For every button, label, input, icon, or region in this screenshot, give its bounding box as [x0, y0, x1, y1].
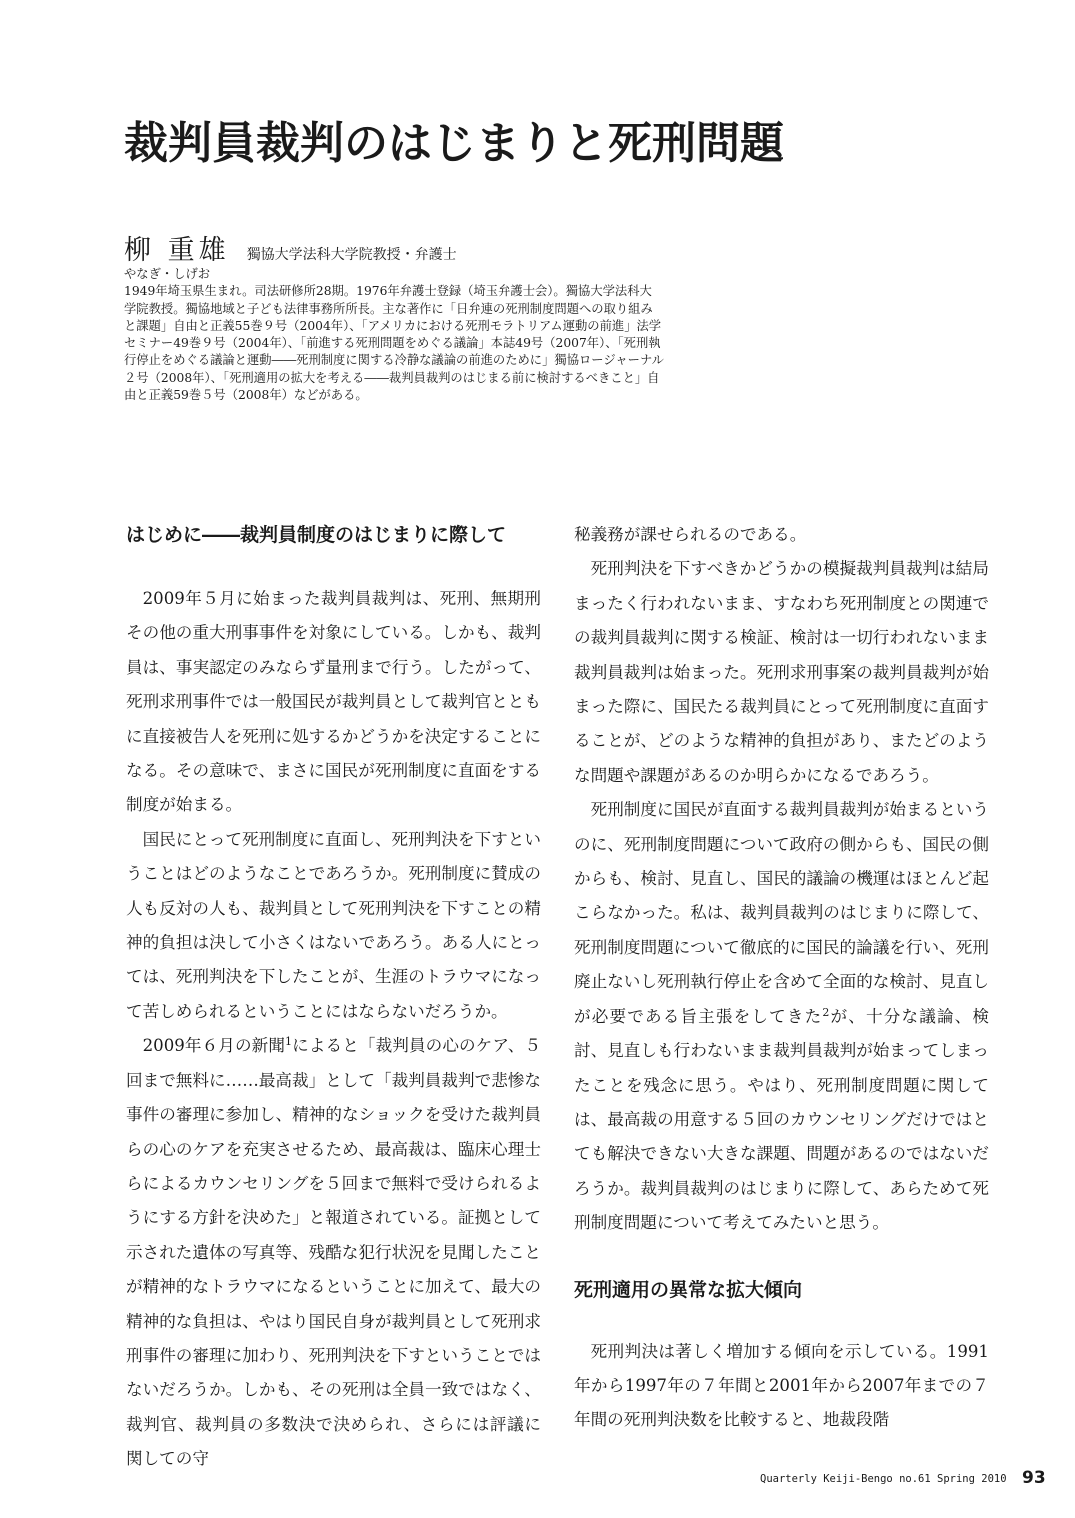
- paragraph-4: 死刑判決を下すべきかどうかの模擬裁判員裁判は結局まったく行われないまま、すなわち死刑制度との関連での裁判員裁判に関する検証、検討は一切行われないまま裁判員裁判は始まった。死刑求刑事案の裁判員裁判が始まった際に、国民たる裁判員にとって死刑制度に直面することが、どのような精神的負担があり、またどのような問題や課題があるのか明らかになるであろう。: [574, 559, 989, 785]
- author-name: 柳 重雄: [124, 235, 230, 266]
- footnote-ref-1: 1: [285, 1035, 293, 1049]
- paragraph-3: [126, 1029, 541, 1476]
- author-bio-block: [124, 266, 664, 404]
- footnote-ref-2: 2: [822, 1005, 830, 1019]
- text-column-right: [574, 518, 989, 1438]
- paragraph-2: 国民にとって死刑制度に直面し、死刑判決を下すということはどのようなことであろうか。死刑制度に賛成の人も反対の人も、裁判員として死刑判決を下すことの精神的負担は決して小さくはないであろう。ある人にとっては、死刑判決を下したことが、生涯のトラウマになって苦しめられるということにはならないだろうか。: [126, 829, 541, 1021]
- paragraph-5: [574, 793, 989, 1240]
- page-number: 93: [1022, 1468, 1046, 1488]
- text-column-left: [126, 518, 541, 1477]
- article-title: 裁判員裁判のはじまりと死刑問題: [124, 118, 784, 169]
- author-row: [124, 228, 457, 268]
- section-heading-death-penalty-expansion: 死刑適用の異常な拡大傾向: [574, 1278, 803, 1301]
- paragraph-1: 2009年５月に始まった裁判員裁判は、死刑、無期刑その他の重大刑事事件を対象にしている。しかも、裁判員は、事実認定のみならず量刑まで行う。したがって、死刑求刑事件では一般国民が裁判員として裁判官とともに直接被告人を死刑に処するかどうかを決定することになる。その意味で、まさに国民が死刑制度に直面をする制度が始まる。: [126, 589, 541, 815]
- author-affiliation: 獨協大学法科大学院教授・弁護士: [246, 247, 457, 263]
- running-footer: Quarterly Keiji-Bengo no.61 Spring 2010: [760, 1473, 1007, 1485]
- paragraph-3-start: 2009年６月の新聞: [142, 1036, 286, 1056]
- section-heading-introduction: はじめに――裁判員制度のはじまりに際して: [126, 524, 507, 546]
- author-bio: 1949年埼玉県生まれ。司法研修所28期。1976年弁護士登録（埼玉弁護士会）。獨協大学法科大学院教授。獨協地域と子ども法律事務所所長。主な著作に「日弁連の死刑制度問題への取り組みと課題」自由と正義55巻９号（2004年）、「アメリカにおける死刑モラトリアム運動の前進」法学セミナー49巻９号（2004年）、「前進する死刑問題をめぐる議論」本誌49号（2007年）、「死刑執行停止をめぐる議論と運動――死刑制度に関する冷静な議論の前進のために」獨協ロージャーナル２号（2008年）、「死刑適用の拡大を考える――裁判員裁判のはじまる前に検討するべきこと」自由と正義59巻５号（2008年）などがある。: [124, 284, 664, 403]
- paragraph-5-rest: が、十分な議論、検討、見直しも行わないまま裁判員裁判が始まってしまったことを残念に思う。やはり、死刑制度問題に関しては、最高裁の用意する５回のカウンセリングだけではとても解決できない大きな課題、問題があるのではないだろうか。裁判員裁判のはじまりに際して、あらためて死刑制度問題について考えてみたいと思う。: [574, 1006, 990, 1233]
- paragraph-6: 死刑判決は著しく増加する傾向を示している。1991年から1997年の７年間と2001年から2007年までの７年間の死刑判決数を比較すると、地裁段階: [574, 1341, 989, 1430]
- paragraph-3-continued: 秘義務が課せられるのである。: [574, 525, 807, 544]
- author-reading: やなぎ・しげお: [124, 267, 211, 281]
- paragraph-5-start: 死刑制度に国民が直面する裁判員裁判が始まるというのに、死刑制度問題について政府の側からも、国民の側からも、検討、見直し、国民的議論の機運はほとんど起こらなかった。私は、裁判員裁判のはじまりに際して、死刑制度問題について徹底的に国民的論議を行い、死刑廃止ないし死刑執行停止を含めて全面的な検討、見直しが必要である旨主張をしてきた: [574, 800, 989, 1026]
- paragraph-3-rest: によると「裁判員の心のケア、５回まで無料に……最高裁」として「裁判員裁判で悲惨な事件の審理に参加し、精神的なショックを受けた裁判員らの心のケアを充実させるため、最高裁は、臨床心理士らによるカウンセリングを５回まで無料で受けられるようにする方針を決めた」と報道されている。証拠として示された遺体の写真等、残酷な犯行状況を見聞したことが精神的なトラウマになるということに加えて、最大の精神的な負担は、やはり国民自身が裁判員として死刑求刑事件の審理に加わり、死刑判決を下すということではないだろうか。しかも、その死刑は全員一致ではなく、裁判官、裁判員の多数決で決められ、さらには評議に関しての守: [126, 1036, 542, 1469]
